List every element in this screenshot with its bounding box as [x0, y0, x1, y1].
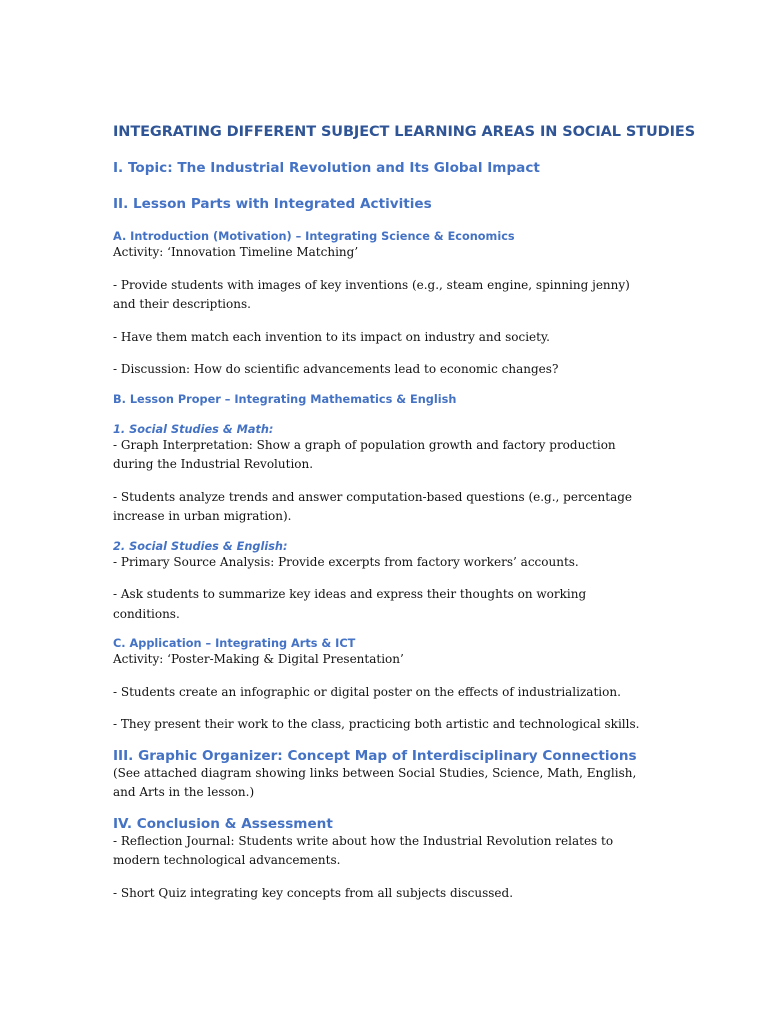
section-a-activity: Activity: ‘Innovation Timeline Matching’ — [113, 245, 359, 259]
section-c-activity: Activity: ‘Poster-Making & Digital Presentation’ — [113, 652, 404, 666]
section-b-sub2-item: - Ask students to summarize key ideas and express their thoughts on working conditions. — [113, 587, 587, 621]
organizer-text: (See attached diagram showing links between Social Studies, Science, Math, English, and Arts in the lesson.) — [113, 765, 637, 799]
section-b-sub1-item: - Graph Interpretation: Show a graph of population growth and factory production during the Industrial Revolution. — [113, 437, 616, 471]
conclusion-item: - Reflection Journal: Students write about how the Industrial Revolution relates to modern technological advancements. — [113, 833, 614, 867]
topic-heading: I. Topic: The Industrial Revolution and Its Global Impact — [113, 160, 540, 176]
conclusion-heading: IV. Conclusion & Assessment — [113, 815, 333, 832]
document-body — [113, 124, 696, 903]
section-b-sub2-heading: 2. Social Studies & English: — [113, 539, 288, 553]
section-b-heading: B. Lesson Proper – Integrating Mathematics & English — [113, 392, 457, 406]
document-title: INTEGRATING DIFFERENT SUBJECT LEARNING AREAS IN SOCIAL STUDIES — [113, 124, 696, 140]
conclusion-item: - Short Quiz integrating key concepts from all subjects discussed. — [113, 885, 514, 900]
lesson-parts-heading: II. Lesson Parts with Integrated Activities — [113, 196, 432, 212]
section-a-item: - Discussion: How do scientific advancements lead to economic changes? — [113, 362, 559, 376]
section-b-sub1-heading: 1. Social Studies & Math: — [113, 422, 274, 436]
section-b-sub1-item: - Students analyze trends and answer computation-based questions (e.g., percentage increase in urban migration). — [113, 489, 633, 523]
section-a-heading: A. Introduction (Motivation) – Integrating Science & Economics — [113, 230, 515, 243]
section-c-item: - They present their work to the class, practicing both artistic and technological skills. — [113, 717, 640, 731]
section-a-item: - Have them match each invention to its impact on industry and society. — [113, 329, 550, 344]
section-c-heading: C. Application – Integrating Arts & ICT — [113, 637, 356, 650]
organizer-heading: III. Graphic Organizer: Concept Map of Interdisciplinary Connections — [113, 747, 637, 764]
section-b-sub2-item: - Primary Source Analysis: Provide excerpts from factory workers’ accounts. — [113, 554, 579, 569]
section-a-item: - Provide students with images of key inventions (e.g., steam engine, spinning jenny) and their descriptions. — [113, 277, 630, 311]
section-c-item: - Students create an infographic or digital poster on the effects of industrialization. — [113, 684, 621, 699]
